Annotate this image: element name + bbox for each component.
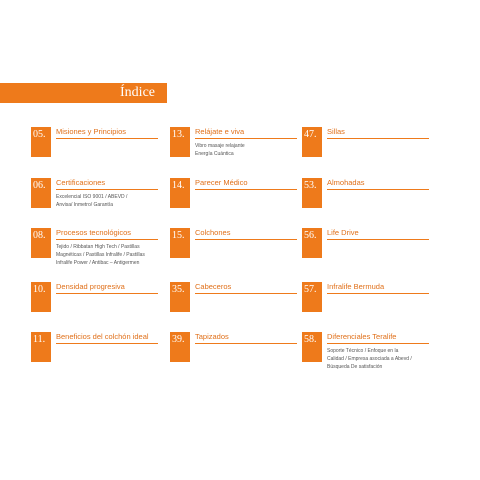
page-number-box bbox=[302, 178, 322, 208]
page-number-box bbox=[31, 332, 51, 362]
page-number: 11. bbox=[33, 334, 46, 345]
entry-description: Tejido / Ribbatan High Tech / Pastillas Magnéticas / Pastillas Infralife / Pastillas Infralife Power / Antibac – Antigermen bbox=[56, 244, 145, 266]
entry-underline bbox=[327, 293, 429, 294]
entry-description: Excelencial ISO 9001 / ABEVD / Anvisa/ Inmetro/ Garantía bbox=[56, 194, 128, 208]
entry-title[interactable]: Sillas bbox=[327, 127, 345, 136]
entry-underline bbox=[327, 138, 429, 139]
entry-underline bbox=[327, 189, 429, 190]
entry-underline bbox=[56, 343, 158, 344]
page-number-box bbox=[170, 332, 190, 362]
page-number: 57. bbox=[304, 284, 317, 295]
page-number-box bbox=[170, 282, 190, 312]
entry-description: Soporte Técnico / Enfoque en la Calidad / Empresa asociada a Abevd / Búsqueda De satisfación bbox=[327, 348, 412, 370]
page-number-box bbox=[31, 127, 51, 157]
page-number: 39. bbox=[172, 334, 185, 345]
page-number: 35. bbox=[172, 284, 185, 295]
entry-underline bbox=[195, 343, 297, 344]
page-number-box bbox=[302, 332, 322, 362]
page-number: 10. bbox=[33, 284, 46, 295]
page-number: 14. bbox=[172, 180, 185, 191]
page-number-box bbox=[302, 127, 322, 157]
page-number-box bbox=[302, 228, 322, 258]
page-number-box bbox=[170, 178, 190, 208]
entry-underline bbox=[56, 189, 158, 190]
entry-title[interactable]: Colchones bbox=[195, 228, 231, 237]
entry-underline bbox=[195, 138, 297, 139]
page-number-box bbox=[170, 228, 190, 258]
entry-title[interactable]: Procesos tecnológicos bbox=[56, 228, 132, 237]
page-number: 08. bbox=[33, 230, 46, 241]
page-number: 56. bbox=[304, 230, 317, 241]
entry-title[interactable]: Tapizados bbox=[195, 332, 229, 341]
entry-title[interactable]: Relájate e viva bbox=[195, 127, 245, 136]
entry-title[interactable]: Misiones y Principios bbox=[56, 127, 127, 136]
entry-underline bbox=[56, 293, 158, 294]
entry-title[interactable]: Beneficios del colchón ideal bbox=[56, 332, 149, 341]
entry-title[interactable]: Infralife Bermuda bbox=[327, 282, 385, 291]
entry-title[interactable]: Diferenciales Teralife bbox=[327, 332, 397, 341]
page-number-box bbox=[31, 228, 51, 258]
entry-title[interactable]: Certificaciones bbox=[56, 178, 106, 187]
entry-underline bbox=[327, 239, 429, 240]
page-number: 15. bbox=[172, 230, 185, 241]
entry-underline bbox=[195, 293, 297, 294]
entry-title[interactable]: Life Drive bbox=[327, 228, 359, 237]
entry-title[interactable]: Almohadas bbox=[327, 178, 365, 187]
entry-title[interactable]: Cabeceros bbox=[195, 282, 232, 291]
page-number: 06. bbox=[33, 180, 46, 191]
page-number: 53. bbox=[304, 180, 317, 191]
page-number-box bbox=[31, 178, 51, 208]
entry-underline bbox=[195, 189, 297, 190]
entry-underline bbox=[327, 343, 429, 344]
page-number-box bbox=[302, 282, 322, 312]
page-number: 58. bbox=[304, 334, 317, 345]
entry-underline bbox=[56, 239, 158, 240]
page-number: 05. bbox=[33, 129, 46, 140]
entry-underline bbox=[56, 138, 158, 139]
entry-title[interactable]: Densidad progresiva bbox=[56, 282, 125, 291]
page-number-box bbox=[31, 282, 51, 312]
entry-description: Vibro masaje relajante Energía Cuántica bbox=[195, 143, 245, 157]
page-number-box bbox=[170, 127, 190, 157]
page-number: 47. bbox=[304, 129, 317, 140]
page-number: 13. bbox=[172, 129, 185, 140]
index-title: Índice bbox=[120, 85, 155, 100]
entry-title[interactable]: Parecer Médico bbox=[195, 178, 248, 187]
entry-underline bbox=[195, 239, 297, 240]
